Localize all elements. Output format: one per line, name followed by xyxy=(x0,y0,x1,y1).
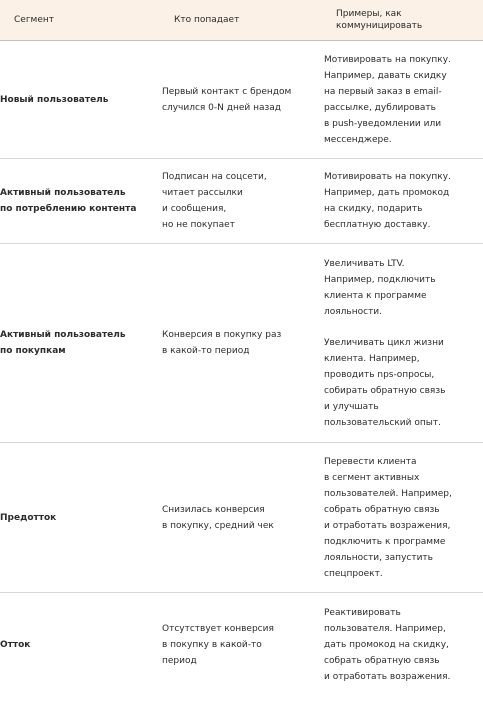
table-header xyxy=(0,0,483,41)
examples-cell xyxy=(324,593,483,698)
table-row xyxy=(0,244,483,443)
segment-cell xyxy=(0,593,162,698)
table-body xyxy=(0,41,483,698)
segment-name: Активный пользователь по потреблению контента xyxy=(0,188,137,214)
examples-cell xyxy=(324,443,483,593)
examples-cell xyxy=(324,41,483,159)
segment-cell xyxy=(0,244,162,443)
segment-name: Активный пользователь по покупкам xyxy=(0,330,126,356)
segment-name: Новый пользователь xyxy=(0,94,109,105)
header-who xyxy=(162,0,324,41)
who-text: Отсутствует конверсия в покупку в какой-то период xyxy=(162,624,274,667)
segment-name: Предотток xyxy=(0,512,57,523)
header-examples-label: Примеры, как коммуницировать xyxy=(336,9,423,31)
example-paragraph: Перевести клиента в сегмент активных пользователей. Например, собрать обратную связь и отработать возражения, подключить к программе лояльности, запустить спецпроект. xyxy=(324,456,452,579)
example-paragraph: Мотивировать на покупку. Например, давать скидку на первый заказ в email- рассылке, дублировать в push-уведомлении или мессенджере. xyxy=(324,54,451,145)
segment-cell xyxy=(0,41,162,159)
who-cell xyxy=(162,443,324,593)
segment-cell xyxy=(0,443,162,593)
who-cell xyxy=(162,159,324,244)
who-text: Снизилась конверсия в покупку, средний чек xyxy=(162,504,274,531)
example-paragraph: Увеличивать LTV. Например, подключить клиента к программе лояльности. xyxy=(324,258,436,317)
header-segment-label: Сегмент xyxy=(14,15,55,25)
who-text: Подписан на соцсети, читает рассылки и сообщения, но не покупает xyxy=(162,172,267,230)
who-cell xyxy=(162,593,324,698)
who-cell xyxy=(162,41,324,159)
header-examples xyxy=(324,0,483,41)
header-who-label: Кто попадает xyxy=(174,15,240,25)
who-text: Первый контакт с брендом случился 0-N дней назад xyxy=(162,86,292,113)
segment-cell xyxy=(0,159,162,244)
example-paragraph: Увеличивать цикл жизни клиента. Например, проводить nps-опросы, собирать обратную связь и улучшать пользовательский опыт. xyxy=(324,337,446,428)
header-row xyxy=(0,0,483,41)
header-segment xyxy=(0,0,162,41)
example-paragraph: Мотивировать на покупку. Например, дать промокод на скидку, подарить бесплатную доставку. xyxy=(324,172,451,230)
segment-name: Отток xyxy=(0,640,31,651)
table-row xyxy=(0,159,483,244)
table-row xyxy=(0,41,483,159)
table-row xyxy=(0,443,483,593)
example-paragraph: Реактивировать пользователя. Например, дать промокод на скидку, собрать обратную связь и отработать возражения. xyxy=(324,608,451,683)
who-cell xyxy=(162,244,324,443)
table-row xyxy=(0,593,483,698)
who-text: Конверсия в покупку раз в какой-то период xyxy=(162,330,282,356)
examples-cell xyxy=(324,159,483,244)
examples-cell xyxy=(324,244,483,443)
